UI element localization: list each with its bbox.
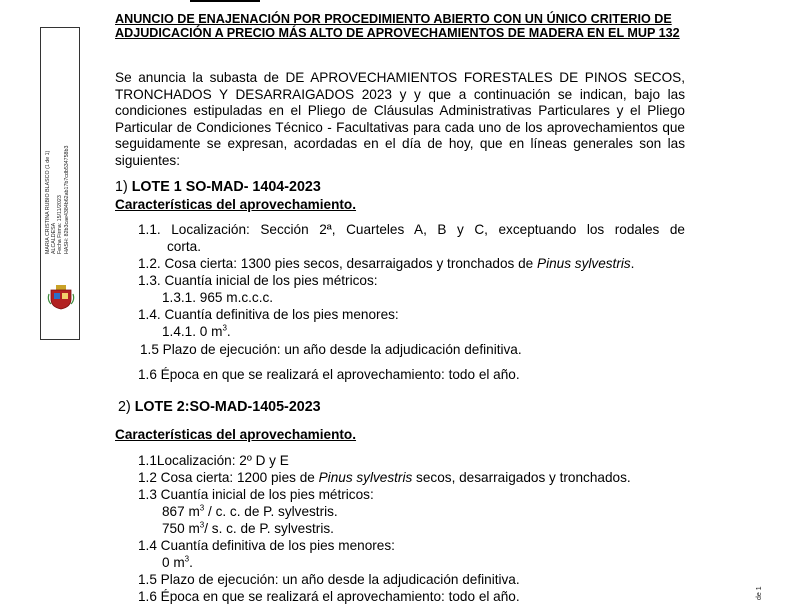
signature-text: [45, 34, 70, 254]
lot2-menores-end: .: [189, 555, 193, 570]
lot1-menores-end: .: [226, 324, 231, 339]
lot1-cosa-end: .: [630, 256, 635, 271]
lot1-item-cosa: [138, 255, 634, 272]
lot2-menores-sup: 3: [184, 554, 190, 564]
lot1-number: 1): [115, 179, 128, 195]
lot2-sc-sup: 3: [199, 520, 205, 530]
lot1-item-location: 1.1. Localización: Sección 2ª, Cuarteles A, B y C, exceptuando los rodales de: [138, 222, 685, 237]
lot2-item-location: 1.1Localización: 2º D y E: [138, 453, 289, 468]
lot1-title: [115, 179, 321, 196]
lot2-cosa-text: 1.2 Cosa cierta: 1200 pies de: [138, 470, 319, 485]
document-heading: ANUNCIO DE ENAJENACIÓN POR PROCEDIMIENTO ABIERTO CON UN ÚNICO CRITERIO DE ADJUDICACIÓN A PRECIO MÁS ALTO DE APROVECHAMIENTOS DE MADERA EN EL MUP 132: [115, 12, 680, 40]
lot2-item-cosa: [138, 469, 631, 486]
signer-name: MARIA CRISTINA RUBIO BLASCO (1 de 1): [45, 150, 51, 254]
intro-paragraph: Se anuncia la subasta de DE APROVECHAMIENTOS FORESTALES DE PINOS SECOS, TRONCHADOS Y DESARRAIGADOS 2023 y y que a continuación se indican, bajo las condiciones estipuladas en el Pliego de Cláusulas Administrativas Particulares y el Pliego Particular de Condiciones Técnico - Facultativas para cada uno de los aprovechamientos que seguidamente se expresan, acordadas en el día de hoy, que en líneas generales son las siguientes:: [115, 70, 685, 168]
lot2-cc-text: / c. c. de P. sylvestris.: [204, 504, 338, 519]
lot1-item-epoca: 1.6 Época en que se realizará el aprovechamiento: todo el año.: [138, 367, 520, 382]
lot2-item-epoca: 1.6 Época en que se realizará el aprovechamiento: todo el año.: [138, 589, 520, 604]
signature-date: Fecha Firma: 15/11/2023: [57, 195, 64, 254]
signature-stamp: [40, 27, 80, 340]
lot2-sc-value: 750 m: [162, 521, 200, 536]
lot1-menores-value: 1.4.1. 0 m: [162, 324, 223, 339]
lot1-item-menores-sub: [162, 323, 231, 340]
lot2-item-menores: 1.4 Cuantía definitiva de los pies menores:: [138, 538, 395, 553]
lot1-item-cuantia: 1.3. Cuantía inicial de los pies métricos:: [138, 273, 378, 288]
lot2-item-cuantia-cc: [162, 503, 338, 520]
lot1-cosa-text: 1.2. Cosa cierta: 1300 pies secos, desarraigados y tronchados de: [138, 256, 537, 271]
lot1-menores-sup: 3: [222, 323, 227, 333]
lot2-title-text: LOTE 2:SO-MAD-1405-2023: [134, 399, 321, 415]
lot1-item-menores: 1.4. Cuantía definitiva de los pies menores:: [138, 307, 399, 322]
lot2-section-title: Características del aprovechamiento.: [115, 427, 357, 442]
lot2-item-plazo: 1.5 Plazo de ejecución: un año desde la adjudicación definitiva.: [138, 572, 520, 587]
lot2-cosa-end: secos, desarraigados y tronchados.: [412, 470, 631, 485]
lot2-item-cuantia: 1.3 Cuantía inicial de los pies métricos:: [138, 487, 374, 502]
lot2-number: 2): [118, 399, 131, 415]
lot2-item-cuantia-sc: [162, 520, 334, 537]
lot2-cc-sup: 3: [199, 503, 205, 513]
lot1-item-plazo: 1.5 Plazo de ejecución: un año desde la adjudicación definitiva.: [140, 342, 522, 357]
signature-hash: HASH: 82b3cae4384b62ab17b7cdb534758b3: [63, 145, 70, 254]
lot1-item-cuantia-sub: 1.3.1. 965 m.c.c.c.: [162, 290, 274, 305]
signer-role: ALCALDESA: [51, 222, 58, 254]
lot2-cc-value: 867 m: [162, 504, 200, 519]
coat-of-arms-icon: [47, 284, 75, 310]
lot1-section-title: Características del aprovechamiento.: [115, 197, 357, 212]
lot2-sc-text: / s. c. de P. sylvestris.: [204, 521, 334, 536]
lot2-cosa-species: Pinus sylvestris: [318, 470, 413, 485]
document-body: [115, 12, 685, 169]
lot1-title-text: LOTE 1 SO-MAD- 1404-2023: [131, 179, 321, 195]
lot1-item-location-cont: corta.: [167, 239, 201, 254]
lot2-item-menores-sub: [162, 554, 193, 571]
lot1-cosa-species: Pinus sylvestris: [537, 256, 631, 271]
page-number: de 1: [756, 586, 763, 600]
top-rule: [190, 0, 260, 2]
lot2-menores-value: 0 m: [162, 555, 185, 570]
lot2-title: [118, 399, 321, 416]
